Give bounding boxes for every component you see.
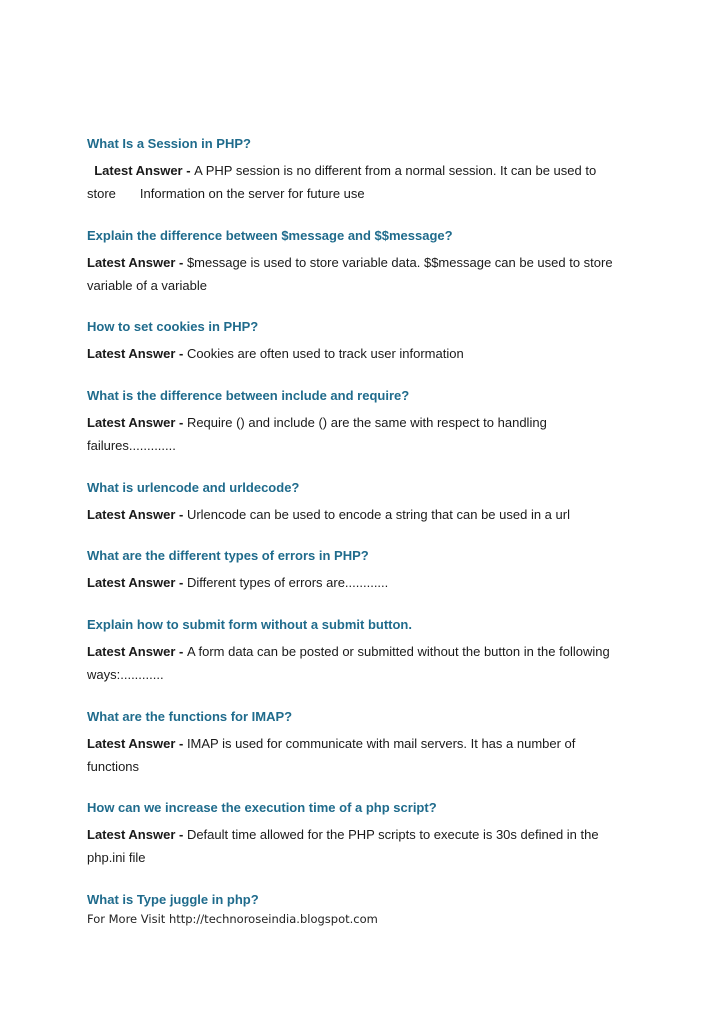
qa-item-cookies [87, 319, 647, 365]
answer-text: Latest Answer - A form data can be posted or submitted without the button in the following ways:............ [87, 644, 610, 682]
answer-label: Latest Answer - [87, 736, 187, 751]
answer-text: Latest Answer - Urlencode can be used to encode a string that can be used in a url [87, 507, 570, 522]
question-heading: Explain the difference between $message and $$message? [87, 228, 453, 243]
answer-label: Latest Answer - [87, 827, 187, 842]
question-heading: How can we increase the execution time of a php script? [87, 800, 437, 815]
answer-label: Latest Answer - [87, 415, 187, 430]
answer-label: Latest Answer - [87, 255, 187, 270]
question-heading: What is urlencode and urldecode? [87, 480, 300, 495]
qa-item-session [87, 136, 647, 205]
question-heading: What are the different types of errors in PHP? [87, 548, 369, 563]
question-heading: Explain how to submit form without a submit button. [87, 617, 412, 632]
answer-text: Latest Answer - A PHP session is no different from a normal session. It can be used to store Information on the server for future use [87, 163, 597, 201]
qa-item-form [87, 617, 632, 686]
answer-label: Latest Answer - [87, 507, 187, 522]
qa-item-imap [87, 709, 607, 778]
question-heading: What is the difference between include and require? [87, 388, 410, 403]
qa-item-errors [87, 548, 647, 594]
answer-text: Latest Answer - IMAP is used for communicate with mail servers. It has a number of functions [87, 736, 576, 774]
answer-label: Latest Answer - [87, 644, 187, 659]
answer-text: Latest Answer - Different types of errors are............ [87, 575, 389, 590]
qa-item-urlencode [87, 480, 647, 526]
qa-item-execution-time [87, 800, 627, 869]
question-heading: What is Type juggle in php? [87, 892, 259, 907]
qa-item-include [87, 388, 567, 457]
answer-text: Latest Answer - Require () and include () are the same with respect to handling failures............. [87, 415, 547, 453]
footer-link-text: For More Visit http://technoroseindia.blogspot.com [87, 912, 378, 926]
answer-text: Latest Answer - Default time allowed for the PHP scripts to execute is 30s defined in the php.ini file [87, 827, 599, 865]
question-heading: What Is a Session in PHP? [87, 136, 251, 151]
qa-item-message [87, 228, 647, 297]
question-heading: What are the functions for IMAP? [87, 709, 293, 724]
question-heading: How to set cookies in PHP? [87, 319, 259, 334]
answer-label: Latest Answer - [87, 575, 187, 590]
answer-label: Latest Answer - [94, 163, 195, 178]
answer-text: Latest Answer - $message is used to store variable data. $$message can be used to store variable of a variable [87, 255, 613, 293]
answer-text: Latest Answer - Cookies are often used to track user information [87, 346, 464, 361]
answer-label: Latest Answer - [87, 346, 187, 361]
